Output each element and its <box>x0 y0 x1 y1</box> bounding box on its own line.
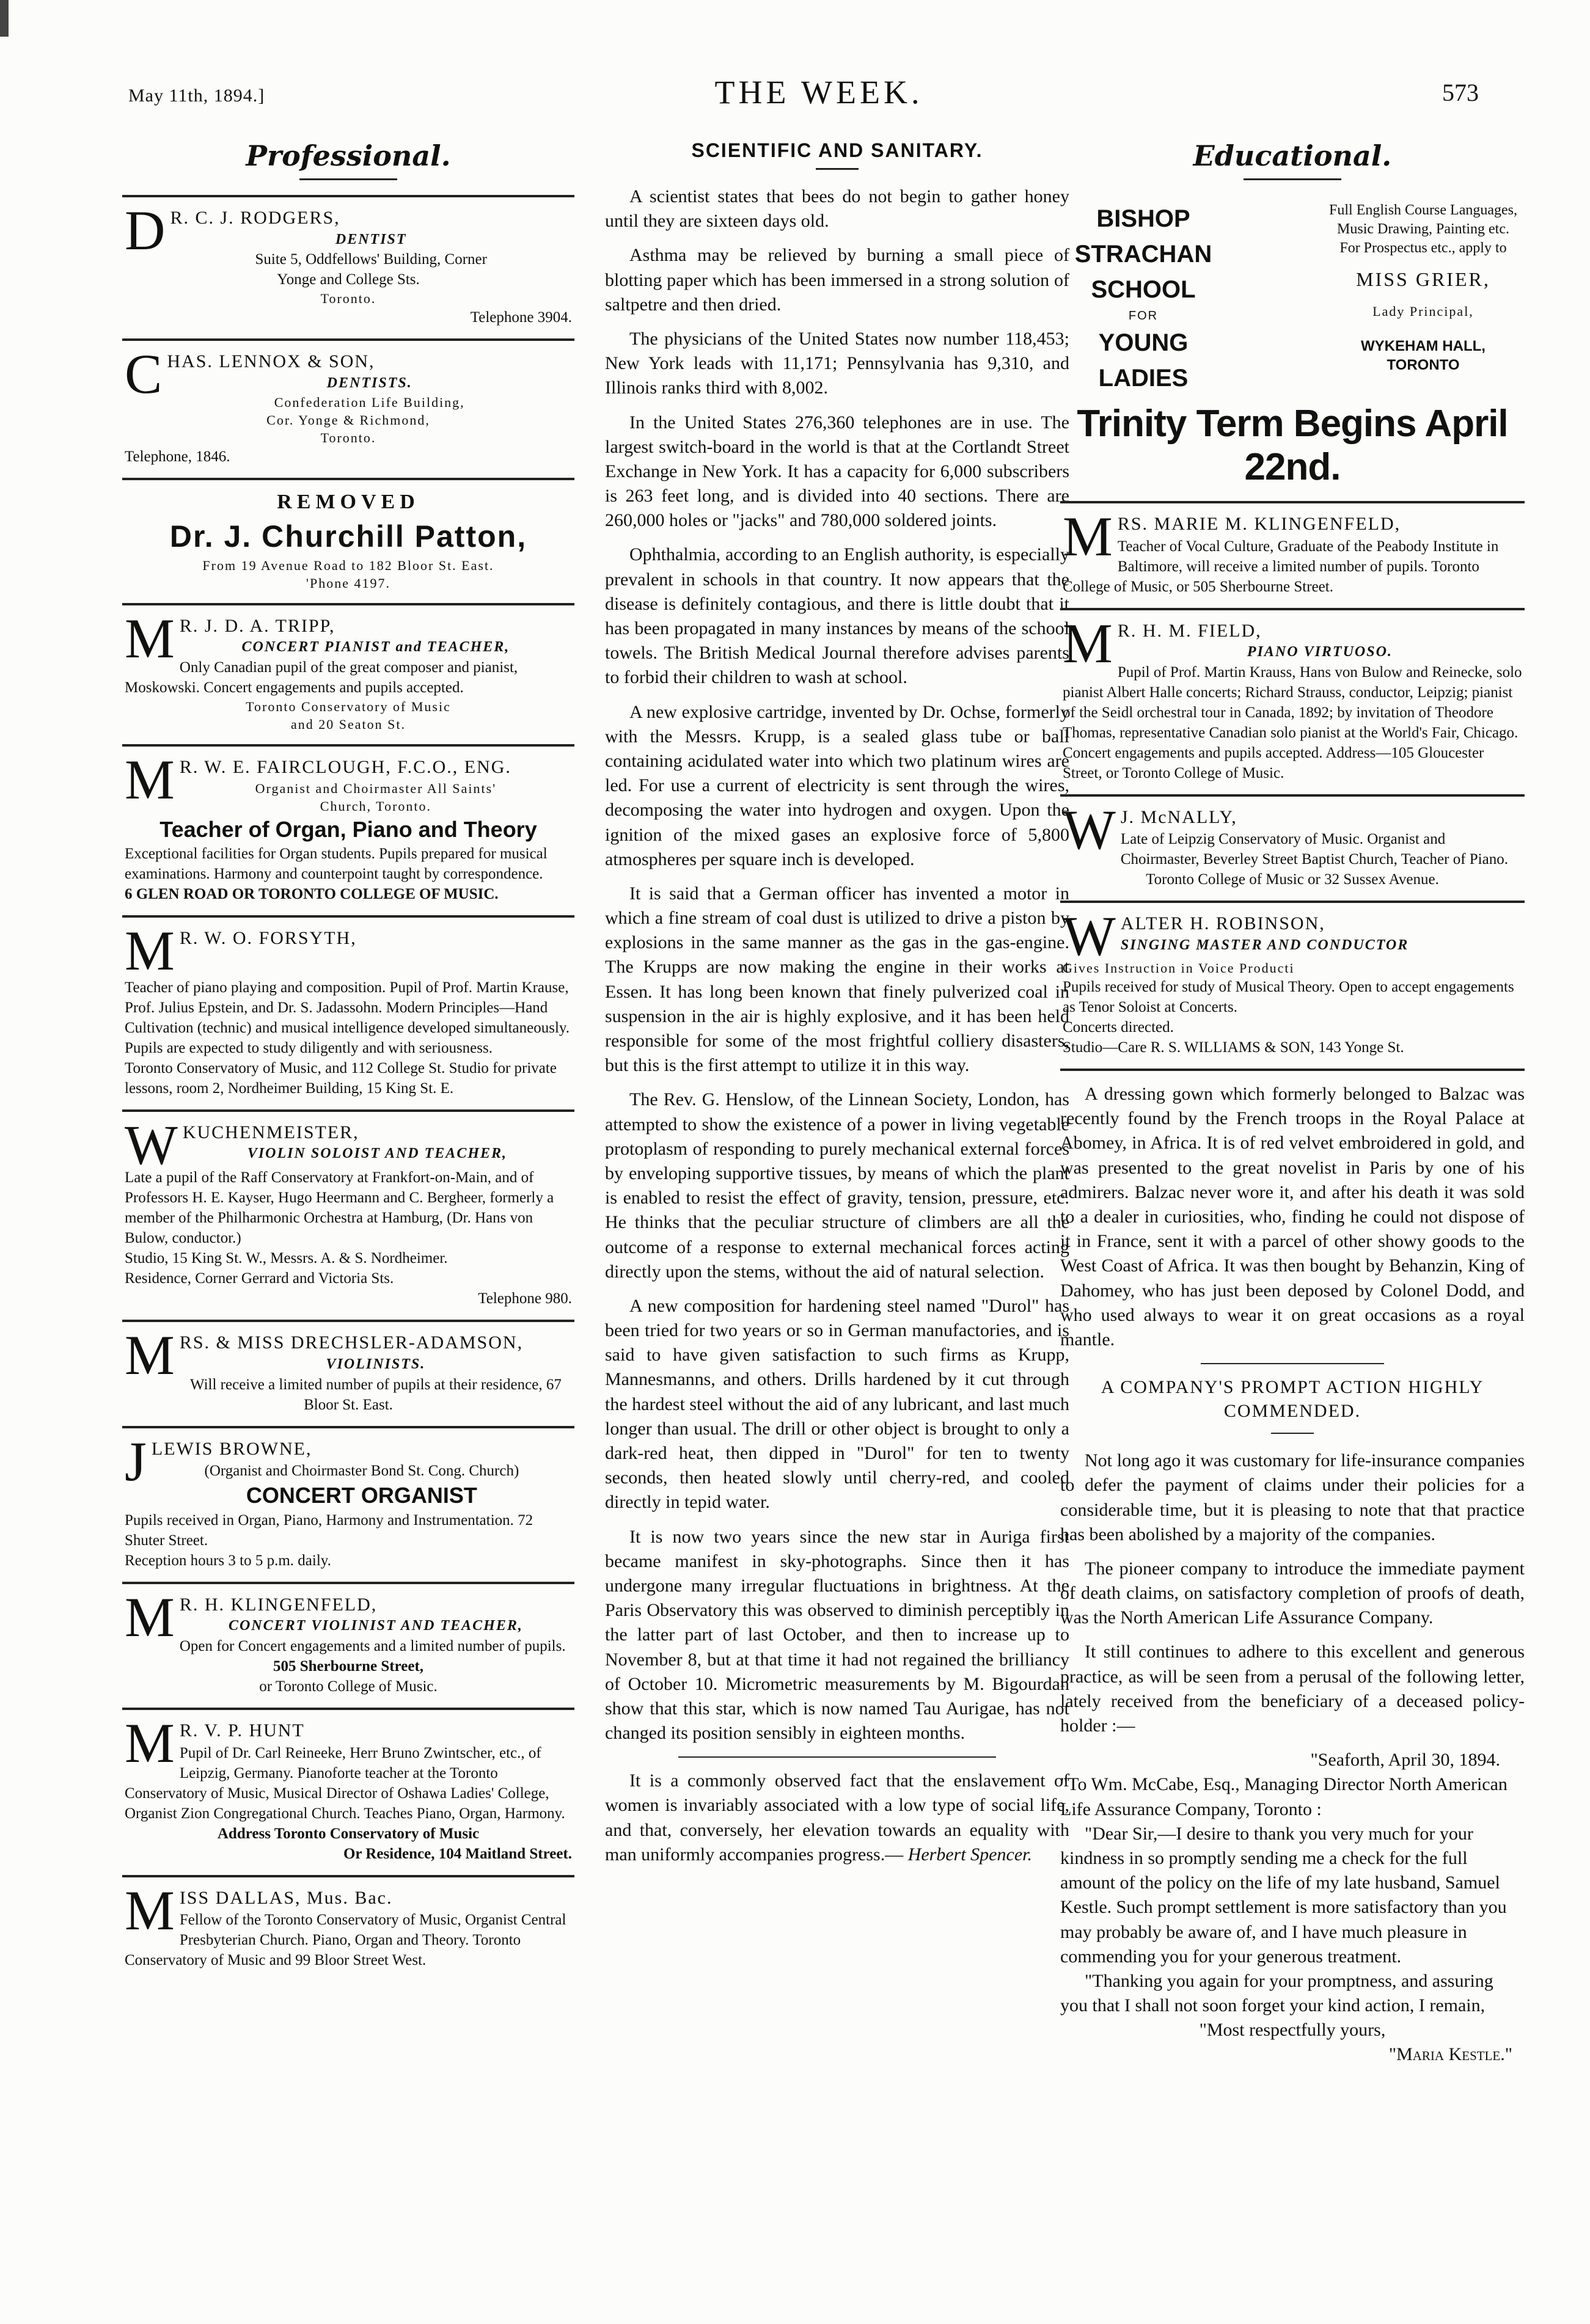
drop-cap: M <box>1063 612 1113 674</box>
letter-body: "Thanking you again for your promptness, and assuring you that I shall not soon forget your kind action, I remain, <box>1060 1970 1493 2016</box>
ad-line: Gives Instruction in Voice Producti <box>1063 960 1295 976</box>
article-paragraph: A new explosive cartridge, invented by Dr. Ochse, formerly with the Messrs. Krupp, is a sealed glass tube or ball containing acidulated water into which two platinum wires are led. For use a current of electricity is sent through the wires, decomposing the water into hydrogen and oxygen. Upon the ignition of the mixed gases an explosive force of 5,800 atmospheres per square inch is developed. <box>605 701 1069 869</box>
ad-name: ISS DALLAS, Mus. Bac. <box>179 1887 393 1908</box>
ad-name: RS. & MISS DRECHSLER-ADAMSON, <box>179 1332 524 1353</box>
letter-close: "Most respectfully yours, <box>1199 2020 1386 2041</box>
ad-line: Residence, Corner Gerrard and Victoria Sts. <box>125 1270 394 1287</box>
school-name <box>1064 201 1223 396</box>
ad-role: CONCERT PIANIST and TEACHER, <box>241 639 510 656</box>
drop-cap: M <box>125 748 175 811</box>
drop-cap: M <box>125 1324 175 1387</box>
heading-rule <box>299 178 397 180</box>
ad-text: Will receive a limited number of pupils at their residence, 67 Bloor St. East. <box>190 1376 562 1413</box>
article-paragraph: It is said that a German officer has invented a motor in which a fine stream of coal dust is utilized to drive a piston by explosions in the same manner as the gas in the gas-engine. The Krupps are now making the engine in their works at Essen. It has long been known that finely pulverized coal in suspension in the air is highly explosive, and it has been held responsible for some of the most frightful colliery disasters, but this is the first attempt to utilize it in this way. <box>605 883 1069 1076</box>
article-paragraph: A scientist states that bees do not begin to gather honey until they are sixteen days old. <box>605 186 1069 232</box>
letter-recipient: "To Wm. McCabe, Esq., Managing Director North American Life Assurance Company, Toronto : <box>1060 1774 1508 1819</box>
educational-column <box>1060 134 1525 2067</box>
school-courses: Full English Course Languages, Music Drawing, Painting etc. For Prospectus etc., apply to <box>1329 202 1517 257</box>
letter-body: "Dear Sir,—I desire to thank you very much for your kindness in so promptly sending me a check for the full amount of the policy on the life of my late husband, Samuel Kestle. Such prompt settlement is more satisfactory than you may probably be aware of, and I have much pleasure in commending you for your generous treatment. <box>1060 1823 1507 1967</box>
drop-cap: M <box>125 1711 175 1774</box>
ad-line: Toronto. <box>320 291 376 307</box>
school-line: FOR <box>1128 309 1159 323</box>
ad-phone: Telephone 3904. <box>470 309 572 326</box>
ad-tripp <box>122 603 574 744</box>
ad-phone: Telephone 980. <box>478 1290 572 1307</box>
ad-text: Exceptional facilities for Organ students. Pupils prepared for musical examinations. Harmony and counterpoint taught by correspondence. <box>125 846 548 883</box>
ad-hunt <box>122 1708 574 1875</box>
article-paragraph: A dressing gown which formerly belonged to Balzac was recently found by the French troops in the Royal Palace at Abomey, in Africa. It is of red velvet embroidered in gold, and was presented to the great novelist in Paris by one of his admirers. Balzac never wore it, and after his death it was sold to a dealer in curiosities, who, finding he could not dispose of it in France, sent it with a parcel of other showy goods to the West Coast of Africa. It was then bought by Behanzin, King of Dahomey, who has just been deposed by Colonel Dodd, and who used always to wear it on great occasions as a royal mantle. <box>1060 1084 1525 1350</box>
ad-phone: Telephone, 1846. <box>125 448 230 465</box>
ad-text: Pupils received in Organ, Piano, Harmony and Instrumentation. 72 Shuter Street. <box>125 1511 533 1549</box>
ad-role: SINGING MASTER AND CONDUCTOR <box>1120 937 1409 954</box>
masthead <box>122 73 1515 122</box>
ad-bishop-strachan <box>1060 195 1525 396</box>
ad-phone: 'Phone 4197. <box>306 575 390 591</box>
ad-text: Open for Concert engagements and a limited number of pupils. <box>179 1637 566 1654</box>
ad-headline: Teacher of Organ, Piano and Theory <box>159 816 537 842</box>
ad-line: Reception hours 3 to 5 p.m. daily. <box>125 1552 331 1569</box>
ad-line: Confederation Life Building, <box>274 394 465 410</box>
page-edge-mark <box>0 0 9 37</box>
ad-line: and 20 Seaton St. <box>291 716 406 732</box>
ad-text: Teacher of Vocal Culture, Graduate of the Peabody Institute in Baltimore, will receive a limited number of pupils. Toronto College of Music, or 505 Sherbourne Street. <box>1063 538 1499 595</box>
heading-rule <box>1244 178 1341 180</box>
ad-rodgers <box>122 195 574 338</box>
ad-mcnally <box>1060 794 1525 901</box>
article-paragraph: The physicians of the United States now number 118,453; New York leads with 11,171; Pennsylvania has 9,310, and Illinois ranks third with 8,002. <box>605 328 1069 398</box>
drop-cap: W <box>1063 798 1116 861</box>
ad-name: R. J. D. A. TRIPP, <box>179 615 335 636</box>
heading-rule <box>816 168 859 170</box>
ad-klingenfeld <box>122 1582 574 1708</box>
principal-title: Lady Principal, <box>1372 304 1474 320</box>
ad-forsyth <box>122 915 574 1109</box>
section-rule <box>678 1756 996 1758</box>
ad-name: R. W. O. FORSYTH, <box>179 928 357 949</box>
ad-line: Church, Toronto. <box>320 798 432 814</box>
closing-quote <box>605 1769 1069 1867</box>
ad-line: From 19 Avenue Road to 182 Bloor St. East. <box>202 557 494 573</box>
drop-cap: J <box>125 1430 147 1493</box>
drop-cap: C <box>125 343 163 406</box>
ad-role: DENTISTS. <box>326 375 412 391</box>
educational-heading: Educational. <box>1193 139 1392 172</box>
article-paragraph: The Rev. G. Henslow, of the Linnean Society, London, has attempted to show the existence of a power in living vegetable protoplasm of responding to purely mechanical external forces by enveloping supportive tissues, by means of which the plant is enabled to resist the effect of gravity, tension, pressure, etc. He thinks that the peculiar structure of climbers are all the outcome of a response to external mechanical forces acting directly upon the stems, without the aid of natural selection. <box>605 1089 1069 1282</box>
issue-date: May 11th, 1894.] <box>128 86 265 106</box>
ad-line: Toronto College of Music or 32 Sussex Avenue. <box>1146 871 1439 888</box>
ad-line: (Organist and Choirmaster Bond St. Cong. Church) <box>204 1463 519 1480</box>
ad-field <box>1060 608 1525 794</box>
ad-name: Dr. J. Churchill Patton, <box>169 519 527 554</box>
ad-line: Toronto. <box>320 429 376 445</box>
drop-cap: W <box>125 1113 178 1176</box>
drop-cap: M <box>1063 505 1113 568</box>
ad-line: Yonge and College Sts. <box>277 271 420 288</box>
balzac-article <box>1060 1069 1525 1352</box>
ad-role: VIOLIN SOLOIST AND TEACHER, <box>247 1146 508 1162</box>
article-paragraph: Not long ago it was customary for life-insurance companies to defer the payment of claims under their policies for a considerable time, but it is pleasing to note that that practice has been abolished by a majority of the companies. <box>1060 1450 1525 1544</box>
professional-heading: Professional. <box>246 139 451 172</box>
ad-kuchenmeister <box>122 1109 574 1320</box>
article-paragraph: A new composition for hardening steel named "Durol" has been tried for two years or so in German manufactories, and is said to have given satisfaction to such firms as Krupp, Mannesmanns, and others. Drills hardened by it cut through the hardest steel without the aid of any lubricant, and last much longer than usual. The drill or other object is brought to only a dark-red heat, then dipped in "Durol" for ten to twenty seconds, then heated slowly until cherry-red, and cooled directly in tepid water. <box>605 1295 1069 1513</box>
ad-dallas <box>122 1875 574 1982</box>
ad-browne <box>122 1426 574 1582</box>
ad-text: Pupil of Prof. Martin Krauss, Hans von Bulow and Reinecke, solo pianist Albert Halle concerts; Richard Strauss, conductor, Leipzig; pianist of the Seidl orchestral tour in Canada, 1892; by invitation of Theodore Thomas, representative Canadian solo pianist at the World's Fair, Chicago. Concert engagements and pupils accepted. Address—105 Gloucester Street, or Toronto College of Music. <box>1063 663 1522 781</box>
heading-rule <box>1271 1433 1314 1434</box>
ad-text: Late a pupil of the Raff Conservatory at Frankfort-on-Main, and of Professors H. E. Kayser, Hugo Heermann and C. Bergheer, formerly a member of the Philharmonic Orchestra at Hamburg, (Dr. Hans von Bulow, conductor.) <box>125 1169 554 1247</box>
scientific-heading: SCIENTIFIC AND SANITARY. <box>691 139 983 161</box>
ad-role: PIANO VIRTUOSO. <box>1247 644 1393 660</box>
school-line: BISHOP <box>1096 205 1190 232</box>
drop-cap: M <box>125 1585 175 1648</box>
ad-text: Fellow of the Toronto Conservatory of Music, Organist Central Presbyterian Church. Piano, Organ and Theory. Toronto Conservatory of Music and 99 Bloor Street West. <box>125 1912 566 1969</box>
ad-text: Late of Leipzig Conservatory of Music. Organist and Choirmaster, Beverley Street Baptist Church, Teacher of Piano. <box>1120 831 1508 868</box>
ad-line: or Toronto College of Music. <box>259 1678 438 1695</box>
ad-name: KUCHENMEISTER, <box>182 1122 359 1142</box>
ad-line: Studio, 15 King St. W., Messrs. A. & S. Nordheimer. <box>125 1250 448 1267</box>
quote-author: Herbert Spencer. <box>907 1844 1032 1865</box>
letter-signature: "Maria Kestle." <box>1388 2044 1512 2065</box>
ad-robinson <box>1060 901 1525 1069</box>
school-line: YOUNG LADIES <box>1098 329 1189 392</box>
ad-address: 6 GLEN ROAD OR TORONTO COLLEGE OF MUSIC. <box>125 886 499 903</box>
ad-name: R. C. J. RODGERS, <box>170 208 340 228</box>
ad-name: J. McNALLY, <box>1120 806 1237 827</box>
ad-name: ALTER H. ROBINSON, <box>1120 913 1325 934</box>
page-number: 573 <box>1442 79 1479 106</box>
ad-lennox <box>122 338 574 477</box>
school-address: WYKEHAM HALL, TORONTO <box>1361 337 1486 373</box>
ad-name: R. H. M. FIELD, <box>1117 620 1262 641</box>
removed-banner: REMOVED <box>277 490 420 513</box>
drop-cap: W <box>1063 905 1116 968</box>
article-paragraph: The pioneer company to introduce the immediate payment of death claims, on satisfactory completion of proofs of death, was the North American Life Assurance Company. <box>1060 1558 1525 1628</box>
ad-name: R. H. KLINGENFELD, <box>179 1594 378 1615</box>
ad-line: Studio—Care R. S. WILLIAMS & SON, 143 Yonge St. <box>1063 1039 1404 1056</box>
scientific-column <box>605 134 1069 1877</box>
article-paragraph: In the United States 276,360 telephones are in use. The largest switch-board in the world is that at the Cortlandt Street Exchange in New York. It has a capacity for 6,000 subscribers is 263 feet long, and is divided into 40 sections. There are 260,000 holes or "jacks" and 780,000 soldered joints. <box>605 412 1069 531</box>
ad-drechsler <box>122 1320 574 1425</box>
ad-name: HAS. LENNOX & SON, <box>167 351 375 372</box>
ad-line: Concerts directed. <box>1063 1019 1174 1036</box>
principal-name: MISS GRIER, <box>1356 268 1490 290</box>
article-paragraph: Ophthalmia, according to an English authority, is especially prevalent in schools in that country. It now appears that the disease is definitely contagious, and there is little doubt that it has been propagated in many instances by means of the school towels. The British Medical Journal therefore advises parents to forbid their children to wash at school. <box>605 544 1069 688</box>
ad-line: Cor. Yonge & Richmond, <box>266 412 430 428</box>
article-paragraph: Asthma may be relieved by burning a small piece of blotting paper which has been immersed in a strong solution of saltpetre and then dried. <box>605 245 1069 315</box>
school-line: STRACHAN <box>1074 241 1212 268</box>
ad-name: R. W. E. FAIRCLOUGH, F.C.O., ENG. <box>179 756 511 777</box>
drop-cap: M <box>125 1879 175 1942</box>
ad-text: Teacher of piano playing and composition. Pupil of Prof. Martin Krause, Prof. Julius Epstein, and Dr. S. Jadassohn. Modern Principles—Hand Cultivation (technic) and musical intelligence developed simultaneously. Pupils are expected to study diligently and with seriousness. <box>125 979 570 1056</box>
professional-column <box>122 134 574 1981</box>
quote-text: It is a commonly observed fact that the enslavement of women is invariably associated with a low type of social life, and that, conversely, her elevation towards an equality with man uniformly accompanies progress.— <box>605 1770 1069 1865</box>
ad-text: Pupil of Dr. Carl Reineeke, Herr Bruno Zwintscher, etc., of Leipzig, Germany. Pianoforte teacher at the Toronto Conservatory of Music, Musical Director of Oshawa Ladies' College, Organist Zion Congregational Church. Teaches Piano, Organ, Harmony. <box>125 1744 565 1822</box>
publication-title: THE WEEK. <box>714 74 923 111</box>
ad-text: Toronto Conservatory of Music, and 112 College St. Studio for private lessons, room 2, Nordheimer Building, 15 King St. E. <box>125 1059 557 1097</box>
school-details <box>1325 201 1521 396</box>
ad-line: Address Toronto Conservatory of Music <box>217 1825 480 1842</box>
article-paragraph: It is now two years since the new star in Auriga first became manifest in sky-photographs. Since then it has undergone many irregular fluctuations in brightness. At the Paris Observatory this was observed to diminish perceptibly in the latter part of last October, and then to increase up to November 8, but at that time it had not regained the brilliancy of October 10. Micrometric measurements by M. Bigourdan show that this star, which is now named Tau Aurigae, has not changed its position sensibly in eighteen months. <box>605 1526 1069 1744</box>
ad-name: R. V. P. HUNT <box>179 1720 305 1741</box>
ad-text: Only Canadian pupil of the great composer and pianist, Moskowski. Concert engagements and pupils accepted. <box>125 659 518 696</box>
drop-cap: M <box>125 607 175 670</box>
ad-name: RS. MARIE M. KLINGENFELD, <box>1117 514 1401 534</box>
ad-line: 505 Sherbourne Street, <box>273 1657 424 1675</box>
ad-name: LEWIS BROWNE, <box>151 1438 312 1459</box>
ad-line: Or Residence, 104 Maitland Street. <box>343 1845 572 1862</box>
ad-patton <box>122 478 574 603</box>
ad-role: VIOLINISTS. <box>326 1356 426 1372</box>
ad-headline: CONCERT ORGANIST <box>246 1483 477 1508</box>
trinity-term-banner: Trinity Term Begins April 22nd. <box>1077 403 1508 488</box>
drop-cap: M <box>125 919 175 982</box>
drop-cap: D <box>125 199 166 261</box>
ad-fairclough <box>122 744 574 915</box>
ad-line: Organist and Choirmaster All Saints' <box>255 780 497 796</box>
ad-role: CONCERT VIOLINIST AND TEACHER, <box>228 1618 523 1634</box>
section-rule <box>1201 1363 1384 1364</box>
ad-marie-klingenfeld <box>1060 501 1525 608</box>
ad-text: Pupils received for study of Musical Theory. Open to accept engagements as Tenor Soloist at Concerts. <box>1063 979 1514 1016</box>
ad-role: DENTIST <box>335 231 407 247</box>
letter-date: "Seaforth, April 30, 1894. <box>1310 1750 1500 1770</box>
ad-line: Toronto Conservatory of Music <box>246 698 451 714</box>
article-paragraph: It still continues to adhere to this excellent and generous practice, as will be seen from a perusal of the following letter, lately received from the beneficiary of a deceased policy-holder :— <box>1060 1642 1525 1736</box>
school-line: SCHOOL <box>1091 276 1196 303</box>
ad-line: Suite 5, Oddfellows' Building, Corner <box>255 251 487 268</box>
company-article-heading: A COMPANY'S PROMPT ACTION HIGHLY COMMENDED. <box>1101 1377 1484 1422</box>
